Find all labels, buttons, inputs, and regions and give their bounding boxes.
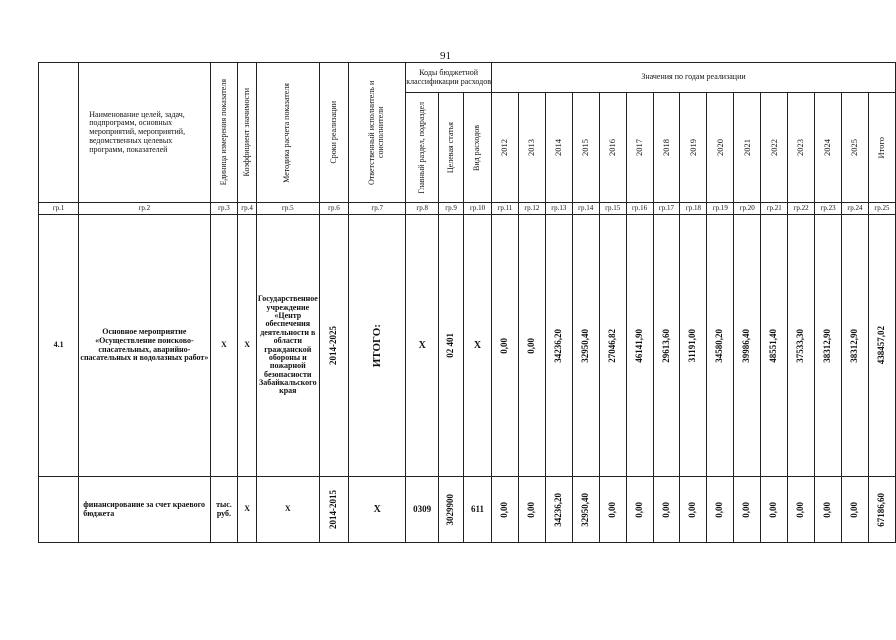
group-label: гр.1 [39, 203, 79, 215]
row-value-2019: 31191,00 [680, 215, 707, 477]
row-value-2020: 34580,20 [707, 215, 734, 477]
row-value-2017: 46141,90 [626, 215, 653, 477]
row-value-2019: 0,00 [680, 477, 707, 543]
group-label: гр.23 [815, 203, 842, 215]
group-label: гр.20 [734, 203, 761, 215]
group-label: гр.10 [464, 203, 492, 215]
row-value-2014: 34236,20 [545, 477, 572, 543]
header-year-2015: 2015 [572, 93, 599, 203]
header-year-2016: 2016 [599, 93, 626, 203]
group-label: гр.19 [707, 203, 734, 215]
row-value-2018: 0,00 [653, 477, 680, 543]
header-year-2013: 2013 [518, 93, 545, 203]
row-value-2018: 29613,60 [653, 215, 680, 477]
row-value-2015: 32950,40 [572, 477, 599, 543]
header-year-2022: 2022 [761, 93, 788, 203]
row-expense: 611 [464, 477, 492, 543]
group-label: гр.18 [680, 203, 707, 215]
row-number: 4.1 [39, 215, 79, 477]
row-value-2021: 39986,40 [734, 215, 761, 477]
row-name: Основное мероприятие «Осуществление поисково-спасательных, аварийно-спасательных и водолазных работ» [79, 215, 210, 477]
row-value-2024: 38312,90 [815, 215, 842, 477]
group-label: гр.8 [406, 203, 439, 215]
row-executor: ИТОГО: [349, 215, 406, 477]
row-article: 02 401 [439, 215, 464, 477]
row-value-2020: 0,00 [707, 477, 734, 543]
row-value-2022: 0,00 [761, 477, 788, 543]
row-value-2014: 34236,20 [545, 215, 572, 477]
row-value-2021: 0,00 [734, 477, 761, 543]
row-value-2017: 0,00 [626, 477, 653, 543]
group-label: гр.15 [599, 203, 626, 215]
row-value-2012: 0,00 [492, 477, 519, 543]
row-total: 67186,60 [868, 477, 895, 543]
group-label: гр.25 [868, 203, 895, 215]
row-value-2012: 0,00 [492, 215, 519, 477]
header-number [39, 63, 79, 203]
header-total: Итого [868, 93, 895, 203]
group-label: гр.24 [841, 203, 868, 215]
row-total: 438457,02 [868, 215, 895, 477]
group-label: гр.22 [788, 203, 815, 215]
header-executor: Ответственный исполнитель и соисполнители [349, 63, 406, 203]
row-term: 2014-2015 [319, 477, 348, 543]
group-label: гр.7 [349, 203, 406, 215]
header-year-2024: 2024 [815, 93, 842, 203]
header-year-2020: 2020 [707, 93, 734, 203]
group-label: гр.6 [319, 203, 348, 215]
group-label: гр.11 [492, 203, 519, 215]
row-unit: Х [210, 215, 238, 477]
header-coef: Коэффициент значимости [238, 63, 256, 203]
header-method: Методика расчета показателя [256, 63, 319, 203]
header-name: Наименование целей, задач, подпрограмм, основных мероприятий, мероприятий, ведомственных целевых программ, показателей [79, 63, 210, 203]
table-row [39, 215, 896, 477]
group-label: гр.21 [761, 203, 788, 215]
group-label: гр.5 [256, 203, 319, 215]
row-value-2022: 48551,40 [761, 215, 788, 477]
page-number: 91 [440, 50, 451, 62]
row-method: Государственное учреждение «Центр обеспечения деятельности в области гражданской обороны и пожарной безопасности Забайкальского края [256, 215, 319, 477]
row-unit: тыс. руб. [210, 477, 238, 543]
row-value-2025: 0,00 [841, 477, 868, 543]
header-unit: Единица измерения показателя [210, 63, 238, 203]
row-value-2016: 0,00 [599, 477, 626, 543]
header-term: Сроки реализации [319, 63, 348, 203]
group-label: гр.3 [210, 203, 238, 215]
header-expense: Вид расходов [464, 93, 492, 203]
header-year-2019: 2019 [680, 93, 707, 203]
header-year-2021: 2021 [734, 93, 761, 203]
header-year-2012: 2012 [492, 93, 519, 203]
row-article: 3029900 [439, 477, 464, 543]
group-label: гр.9 [439, 203, 464, 215]
row-value-2025: 38312,90 [841, 215, 868, 477]
row-value-2013: 0,00 [518, 215, 545, 477]
row-expense: Х [464, 215, 492, 477]
table-row [39, 477, 896, 543]
header-year-2023: 2023 [788, 93, 815, 203]
row-value-2015: 32950,40 [572, 215, 599, 477]
header-year-2017: 2017 [626, 93, 653, 203]
row-value-2016: 27046,82 [599, 215, 626, 477]
header-year-2018: 2018 [653, 93, 680, 203]
group-label: гр.14 [572, 203, 599, 215]
row-method: Х [256, 477, 319, 543]
row-term: 2014-2025 [319, 215, 348, 477]
header-year-2014: 2014 [545, 93, 572, 203]
row-number [39, 477, 79, 543]
group-label: гр.13 [545, 203, 572, 215]
header-year-2025: 2025 [841, 93, 868, 203]
row-coef: Х [238, 215, 256, 477]
header-budget-codes: Коды бюджетной классификации расходов [406, 63, 492, 93]
row-value-2013: 0,00 [518, 477, 545, 543]
row-section: 0309 [406, 477, 439, 543]
group-label: гр.2 [79, 203, 210, 215]
group-label: гр.12 [518, 203, 545, 215]
header-section: Главный раздел, подраздел [406, 93, 439, 203]
row-value-2024: 0,00 [815, 477, 842, 543]
group-label: гр.4 [238, 203, 256, 215]
budget-table [38, 62, 896, 543]
header-article: Целевая статья [439, 93, 464, 203]
header-values-by-year: Значения по годам реализации [492, 63, 896, 93]
row-coef: Х [238, 477, 256, 543]
group-label: гр.16 [626, 203, 653, 215]
row-executor: Х [349, 477, 406, 543]
row-value-2023: 37533,30 [788, 215, 815, 477]
group-label: гр.17 [653, 203, 680, 215]
row-section: Х [406, 215, 439, 477]
row-name: финансирование за счет краевого бюджета [79, 477, 210, 543]
row-value-2023: 0,00 [788, 477, 815, 543]
